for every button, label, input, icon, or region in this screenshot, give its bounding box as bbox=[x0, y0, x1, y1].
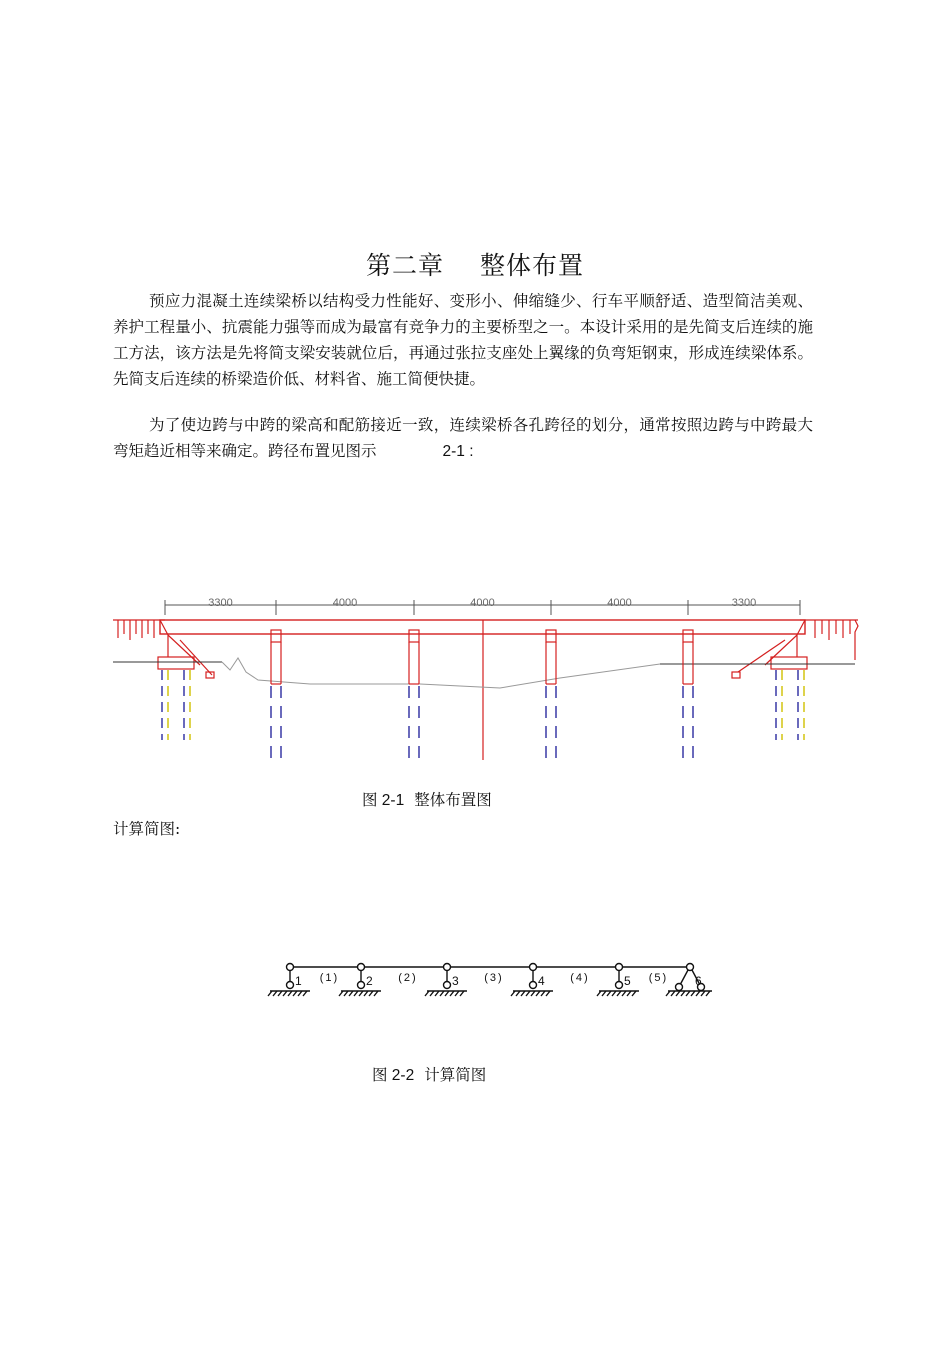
overall-layout-drawing bbox=[0, 560, 950, 770]
left-abutment bbox=[113, 620, 214, 678]
node-label: 5 bbox=[624, 974, 631, 988]
support bbox=[339, 964, 381, 997]
dimension-labels bbox=[208, 597, 756, 609]
figure1-caption: 图 2-1 整体布置图 bbox=[362, 791, 492, 809]
support bbox=[425, 964, 467, 997]
span-dimension: 3300 bbox=[731, 597, 757, 609]
span-label: (2) bbox=[398, 972, 418, 984]
node-label: 4 bbox=[538, 974, 545, 988]
span-label: (4) bbox=[570, 972, 590, 984]
span-dimension: 4000 bbox=[470, 597, 495, 609]
pier bbox=[409, 630, 419, 684]
support bbox=[268, 964, 310, 997]
pier bbox=[546, 630, 556, 684]
calc-scheme-label: 计算简图: bbox=[113, 820, 181, 838]
right-abutment bbox=[732, 620, 858, 678]
span-dimension: 4000 bbox=[607, 597, 632, 609]
figure-reference: 2-1 : bbox=[442, 443, 474, 460]
support bbox=[597, 964, 639, 997]
node-label: 2 bbox=[366, 974, 373, 988]
ground-line bbox=[222, 658, 660, 688]
span-label: (3) bbox=[484, 972, 504, 984]
paragraph-span-layout bbox=[113, 412, 813, 465]
figure2-caption: 图 2-2 计算简图 bbox=[372, 1066, 487, 1084]
span-dimension: 4000 bbox=[332, 597, 358, 609]
piers bbox=[271, 630, 693, 684]
pier bbox=[271, 630, 281, 684]
chapter-number: 第二章 bbox=[365, 251, 444, 280]
paragraph-intro: 预应力混凝土连续梁桥以结构受力性能好、变形小、伸缩缝少、行车平顺舒适、造型简洁美观、养护工程量小、抗震能力强等而成为最富有竞争力的主要桥型之一。本设计采用的是先简支后连续的施工方法，该方法是先将简支梁安装就位后，再通过张拉支座处上翼缘的负弯矩钢束，形成连续梁体系。先简支后连续的桥梁造价低、材料省、施工简便快捷。 bbox=[113, 292, 813, 388]
support bbox=[511, 964, 553, 997]
support bbox=[666, 964, 712, 997]
chapter-title bbox=[0, 246, 950, 282]
span-dimension: 3300 bbox=[208, 597, 233, 609]
paragraph-span-text: 为了使边跨与中跨的梁高和配筋接近一致，连续梁桥各孔跨径的划分，通常按照边跨与中跨最大弯矩趋近相等来确定。跨径布置见图示 bbox=[113, 416, 813, 460]
node-label: 3 bbox=[452, 974, 459, 988]
span-label: (5) bbox=[648, 972, 669, 984]
node-label: 6 bbox=[695, 974, 702, 988]
calc-scheme-drawing bbox=[0, 950, 950, 1020]
chapter-name: 整体布置 bbox=[480, 251, 585, 280]
span-label: (1) bbox=[319, 972, 340, 984]
node-label: 1 bbox=[295, 974, 302, 988]
pier bbox=[683, 630, 693, 684]
